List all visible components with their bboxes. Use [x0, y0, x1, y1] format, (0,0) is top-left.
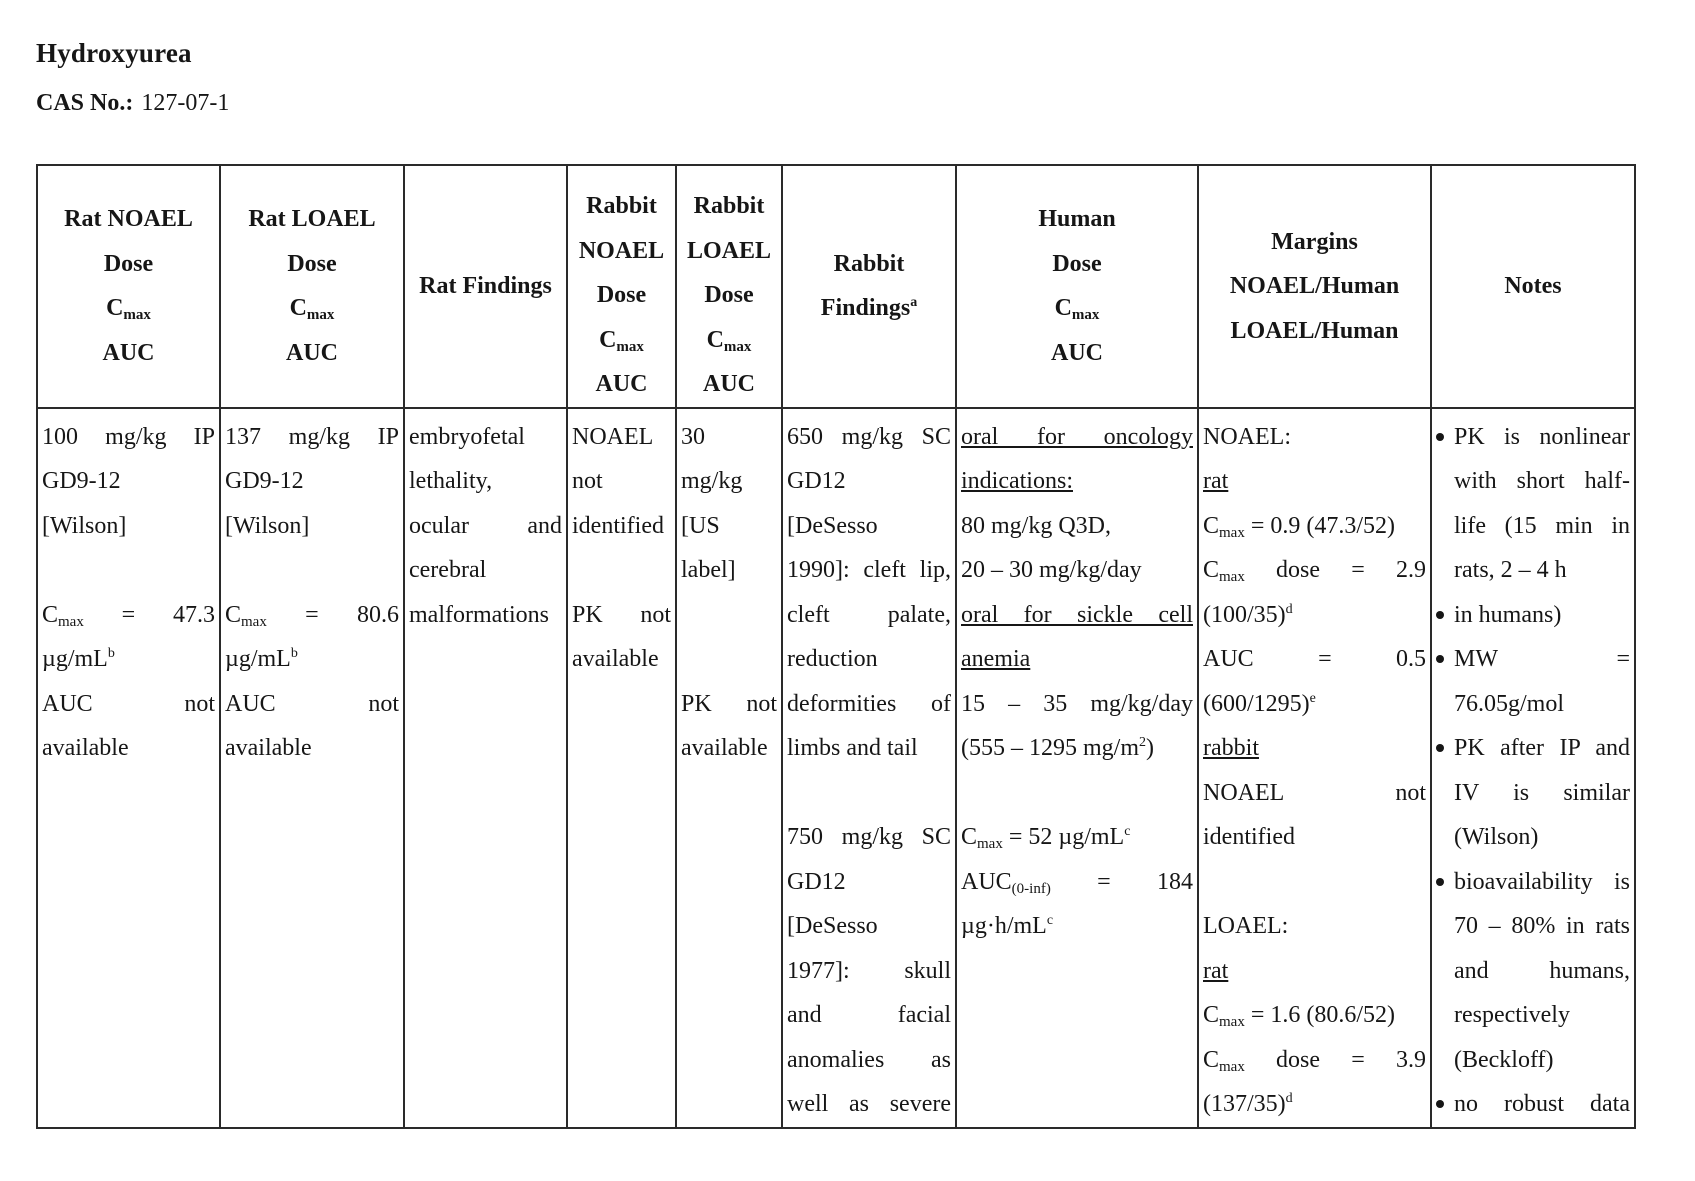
cell-margins: NOAEL: rat $C_{max} = 0.9$ (47.3/52) $C_{max}$ dose = 2.9 $(100/35)^d$ AUC = 0.5 $(600/1295)^e$ rabbit NOAEL not identified LOAEL: rat $C_{max} = 1.6$ (80.6/52) $C_{max}$ dose = 3.9 $(137/35)^d$: [1198, 408, 1431, 1128]
header-rabbit-loael: Rabbit LOAEL Dose $C_{max}$ AUC: [676, 165, 782, 408]
footnote-marker: a: [910, 295, 918, 311]
document-title: Hydroxyurea: [36, 38, 192, 68]
cmax-label: $C_{max}$: [1054, 295, 1100, 324]
notes-list: PK is nonlinear with short half- life (15 min in rats, 2 – 4 h in humans) MW = 76.05g/mol PK after IP and IV is similar (Wilson) bioavailability is 70 – 80% in rats and humans, respectively (Beckloff) no robust data: [1454, 415, 1630, 1127]
header-rabbit-noael: Rabbit NOAEL Dose $C_{max}$ AUC: [567, 165, 676, 408]
list-item: bioavailability is: [1454, 860, 1630, 905]
list-item: no robust data: [1454, 1082, 1630, 1127]
header-rat-noael: Rat NOAEL Dose $C_{max}$ AUC: [37, 165, 220, 408]
header-rabbit-findings: Rabbit Findings$^a$: [782, 165, 956, 408]
cell-rabbit-noael: NOAEL not identified PK not available: [567, 408, 676, 1128]
list-item: PK after IP and: [1454, 726, 1630, 771]
table-header-row: [37, 165, 1635, 408]
cell-rabbit-loael: 30 mg/kg [US label] PK not available: [676, 408, 782, 1128]
cell-rat-loael: 137 mg/kg IP GD9-12 [Wilson] $C_{max} = 80.6$ $\mu g/mL^b$ AUC not available: [220, 408, 404, 1128]
header-margins: Margins NOAEL/Human LOAEL/Human: [1198, 165, 1431, 408]
header-rat-findings: Rat Findings: [404, 165, 567, 408]
cas-label: CAS No.:: [36, 90, 134, 116]
cas-number-line: [36, 90, 229, 117]
cmax-label: $C_{max}$: [289, 295, 335, 324]
cell-human: oral for oncology indications: 80 mg/kg Q3D, 20 – 30 mg/kg/day oral for sickle cell anemia 15 – 35 mg/kg/day (555 – 1295 $mg/m^2$) $C_{max} = 52$ $\mu g/mL^c$ $AUC_{(0-inf)} = 184$ $\mu g\cdot h/mL^c$: [956, 408, 1198, 1128]
cell-rat-noael: 100 mg/kg IP GD9-12 [Wilson] $C_{max} = 47.3$ $\mu g/mL^b$ AUC not available: [37, 408, 220, 1128]
cas-value: 127-07-1: [141, 90, 230, 116]
header-human: Human Dose $C_{max}$ AUC: [956, 165, 1198, 408]
list-item: PK is nonlinear: [1454, 415, 1630, 460]
header-rat-loael: Rat LOAEL Dose $C_{max}$ AUC: [220, 165, 404, 408]
cell-rat-findings: embryofetal lethality, ocular and cerebral malformations: [404, 408, 567, 1128]
cmax-label: $C_{max}$: [106, 295, 151, 324]
cell-rabbit-findings: 650 mg/kg SC GD12 [DeSesso 1990]: cleft lip, cleft palate, reduction deformities of limbs and tail 750 mg/kg SC GD12 [DeSesso 1977]: skull and facial anomalies as well as severe: [782, 408, 956, 1128]
cmax-label: $C_{max}$: [706, 326, 752, 355]
header-notes: Notes: [1431, 165, 1635, 408]
table-row: [37, 408, 1635, 1128]
list-item: MW =: [1454, 637, 1630, 682]
toxicity-table: [36, 164, 1636, 1129]
list-item: in humans): [1454, 593, 1630, 638]
cell-notes: [1431, 408, 1635, 1128]
cmax-label: $C_{max}$: [599, 326, 644, 355]
